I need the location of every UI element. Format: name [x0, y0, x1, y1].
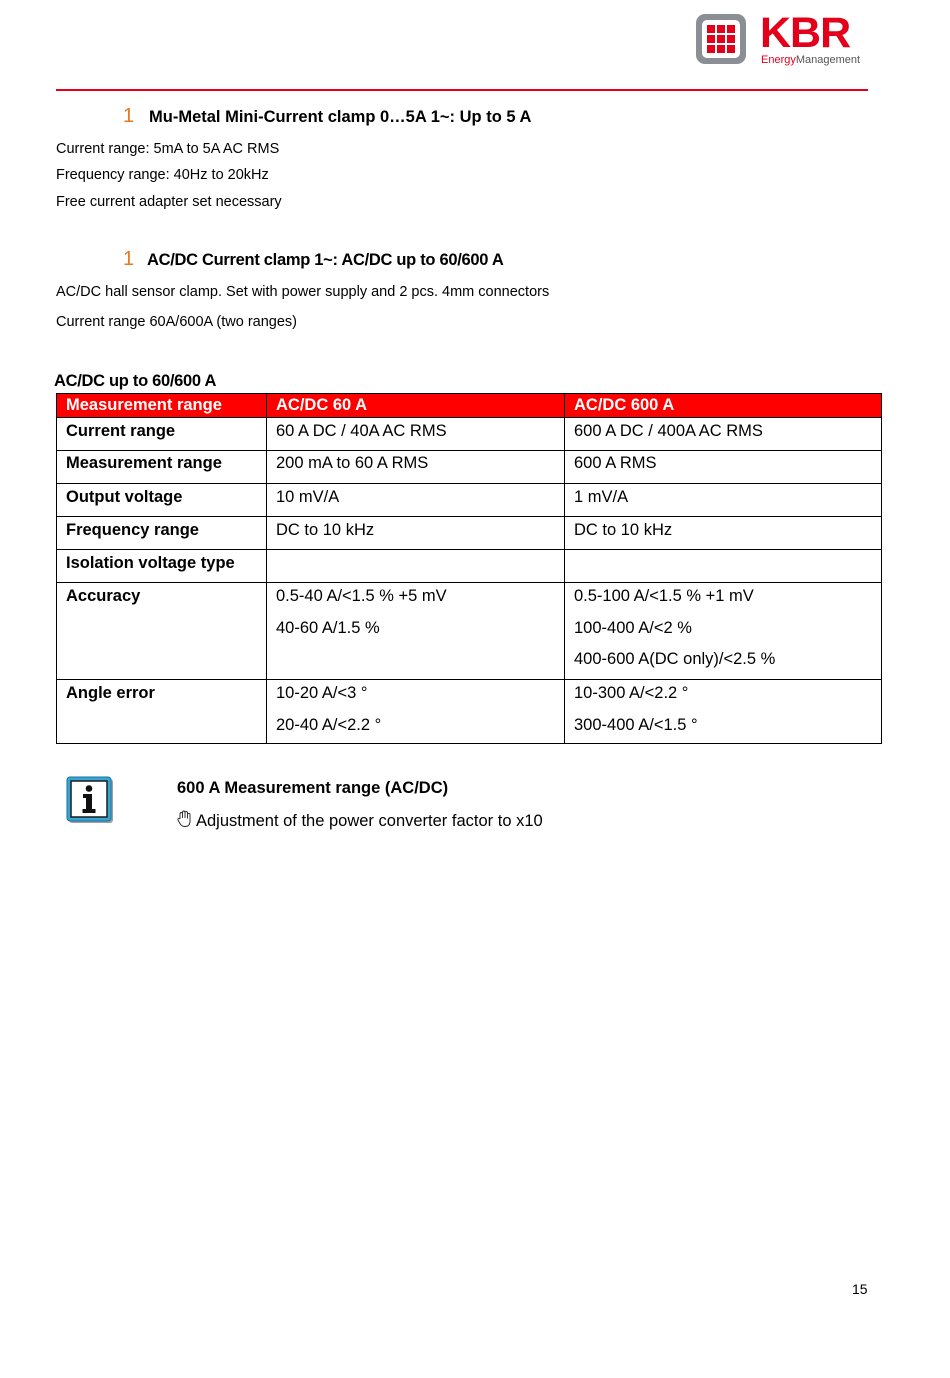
row-label: Output voltage [57, 484, 267, 517]
table-cell [267, 484, 565, 517]
cell-line: 0.5-100 A/<1.5 % +1 mV [574, 587, 754, 605]
cell-line: 20-40 A/<2.2 ° [276, 715, 382, 734]
row-label: Angle error [57, 680, 267, 744]
row-label: Frequency range [57, 517, 267, 550]
cell-line: 300-400 A/<1.5 ° [574, 715, 698, 734]
table-cell [267, 550, 565, 583]
table-row [57, 550, 882, 583]
logo-subtitle-management: Management [795, 54, 861, 66]
table-row [57, 517, 882, 550]
table-header-cell: AC/DC 60 A [267, 394, 565, 418]
row-label: Measurement range [57, 451, 267, 484]
cell-line: 60 A DC / 40A AC RMS [276, 422, 447, 440]
table-cell [267, 583, 565, 680]
table-cell [565, 550, 882, 583]
table-row [57, 583, 882, 680]
note-text: Adjustment of the power converter factor to x10 [196, 812, 543, 830]
cell-line: 10-20 A/<3 ° [276, 684, 368, 702]
page-number: 15 [852, 1281, 868, 1297]
table-row [57, 451, 882, 484]
cell-line: 600 A RMS [574, 454, 657, 472]
cell-line: DC to 10 kHz [276, 521, 375, 539]
table-row [57, 484, 882, 517]
cell-line: 400-600 A(DC only)/<2.5 % [574, 650, 776, 668]
section1-line-3: Free current adapter set necessary [56, 194, 282, 210]
table-cell [267, 418, 565, 451]
cell-line: 40-60 A/1.5 % [276, 618, 380, 637]
table-header-cell: Measurement range [57, 394, 267, 418]
section1-heading: Mu-Metal Mini-Current clamp 0…5A 1~: Up to 5 A [149, 108, 532, 126]
table-cell [565, 583, 882, 680]
section1-number: 1 [123, 105, 135, 127]
hand-pointer-icon [177, 810, 193, 828]
cell-line: 600 A DC / 400A AC RMS [574, 422, 763, 440]
table-cell [267, 451, 565, 484]
table-row [57, 680, 882, 744]
logo-subtitle [761, 54, 860, 67]
table-cell [565, 418, 882, 451]
cell-line: 10 mV/A [276, 488, 340, 506]
section1-line-2: Frequency range: 40Hz to 20kHz [56, 167, 269, 183]
spec-table [56, 393, 882, 744]
table-header-cell: AC/DC 600 A [565, 394, 882, 418]
section2-line-2: Current range 60A/600A (two ranges) [56, 314, 297, 330]
table-title: AC/DC up to 60/600 A [54, 372, 217, 390]
note-line [177, 810, 543, 831]
cell-line: 1 mV/A [574, 488, 629, 506]
header-divider [56, 89, 868, 91]
table-cell [565, 484, 882, 517]
table-row [57, 418, 882, 451]
table-cell [565, 680, 882, 744]
logo-subtitle-energy: Energy [761, 54, 796, 66]
section2-number: 1 [123, 248, 135, 270]
table-cell [565, 451, 882, 484]
kbr-logo-text: KBR [760, 9, 851, 57]
table-header-row [57, 394, 882, 418]
row-label: Isolation voltage type [57, 550, 267, 583]
cell-line: DC to 10 kHz [574, 521, 673, 539]
cell-line: 100-400 A/<2 % [574, 618, 692, 637]
table-cell [267, 680, 565, 744]
table-cell [565, 517, 882, 550]
row-label: Current range [57, 418, 267, 451]
section2-heading: AC/DC Current clamp 1~: AC/DC up to 60/600 A [147, 251, 504, 269]
section1-line-1: Current range: 5mA to 5A AC RMS [56, 141, 280, 157]
cell-line: 10-300 A/<2.2 ° [574, 684, 689, 702]
section2-line-1: AC/DC hall sensor clamp. Set with power supply and 2 pcs. 4mm connectors [56, 284, 550, 300]
cell-line: 0.5-40 A/<1.5 % +5 mV [276, 587, 447, 605]
cell-line: 200 mA to 60 A RMS [276, 454, 429, 472]
info-icon [66, 776, 114, 824]
row-label: Accuracy [57, 583, 267, 680]
note-title: 600 A Measurement range (AC/DC) [177, 779, 449, 797]
table-cell [267, 517, 565, 550]
kbr-logo-icon [695, 13, 747, 65]
